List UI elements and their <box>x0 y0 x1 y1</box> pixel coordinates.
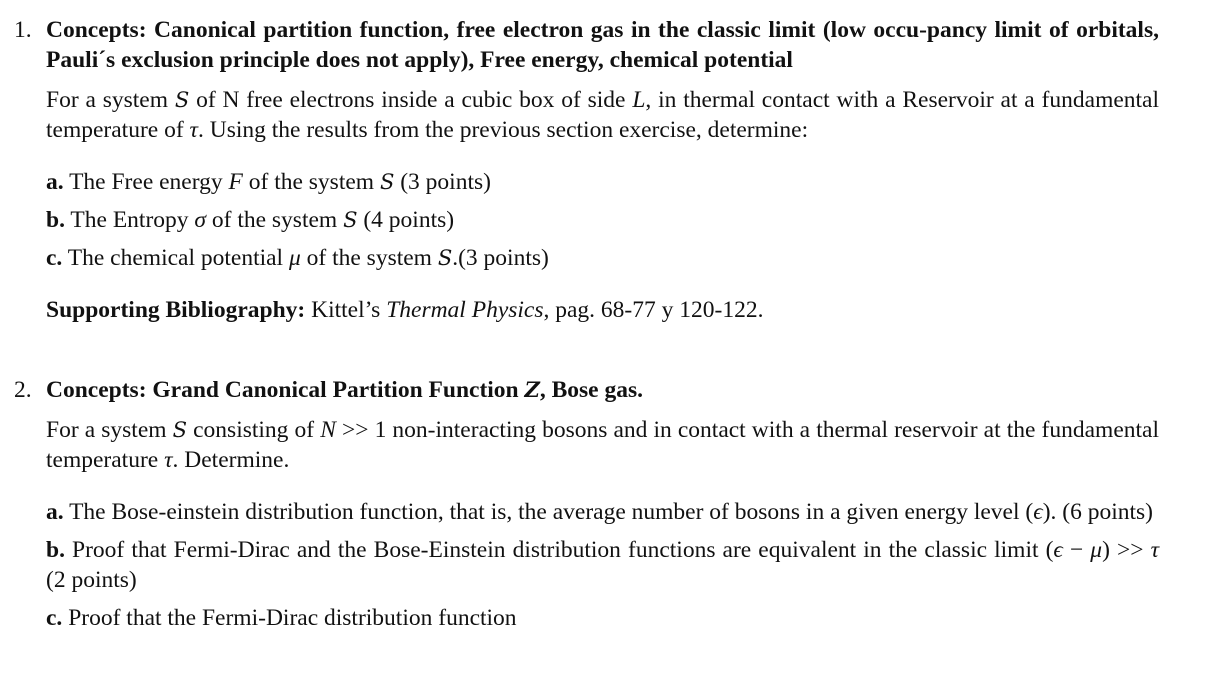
problem-1-title: Concepts: Canonical partition function, free electron gas in the classic limit (low occu-pancy limit of orbitals, Pauli´s exclusion principle does not apply), Free energy, chemical potential <box>46 17 1159 73</box>
system-symbol: S <box>343 208 358 232</box>
problem-2-title <box>46 375 1159 405</box>
intro-text: consisting of <box>193 417 315 443</box>
title-text: , Bose gas. <box>539 377 644 403</box>
item-label: a. <box>46 499 64 525</box>
bibliography-book: Thermal Physics <box>386 297 544 323</box>
bibliography-label: Supporting Bibliography: <box>46 297 306 323</box>
item-text: The Free energy <box>69 169 223 195</box>
energy-symbol: ϵ <box>1033 499 1043 525</box>
item-text: of the system <box>248 169 375 195</box>
item-text: Proof that the Fermi-Dirac distribution function <box>68 605 517 631</box>
problem-2-item-a <box>46 497 1159 527</box>
chemical-potential-symbol: μ <box>288 245 301 271</box>
item-label: a. <box>46 169 64 195</box>
item-label: b. <box>46 207 65 233</box>
intro-text: , in thermal contact with a Reservoir at a fundamental temperature of <box>46 87 1160 143</box>
bibliography-pages: , pag. 68-77 y 120-122. <box>543 297 764 323</box>
temperature-symbol: τ <box>189 117 198 143</box>
chemical-potential-symbol: μ <box>1090 537 1103 563</box>
system-symbol: S <box>379 170 395 194</box>
item-text: of the system <box>211 207 338 233</box>
side-symbol: L <box>632 87 646 113</box>
item-text: of the system <box>306 245 432 271</box>
item-points: (3 points) <box>400 169 491 195</box>
title-text: Concepts: Grand Canonical Partition Function <box>46 377 519 403</box>
grand-partition-symbol: Z <box>524 377 540 402</box>
item-text: The chemical potential <box>67 245 284 271</box>
item-points: ). (6 points) <box>1042 499 1153 525</box>
item-text: ) >> <box>1102 537 1151 563</box>
item-points: (4 points) <box>363 207 455 233</box>
system-symbol: S <box>174 88 190 112</box>
bibliography <box>46 295 1159 325</box>
problem-1-item-c <box>46 243 1159 273</box>
intro-text: . Determine. <box>172 447 290 473</box>
problem-2-item-c <box>46 603 1159 633</box>
temperature-symbol: τ <box>164 447 173 473</box>
intro-text: of N free electrons inside a cubic box of side <box>196 87 626 113</box>
item-label: b. <box>46 537 65 563</box>
system-symbol: S <box>437 246 453 270</box>
intro-text: For a system <box>46 417 167 443</box>
problem-1-item-b <box>46 205 1159 235</box>
problem-2-number: 2. <box>14 377 32 403</box>
entropy-symbol: σ <box>194 207 206 233</box>
problem-1-item-a <box>46 167 1159 197</box>
problem-1 <box>14 15 1159 325</box>
bibliography-author: Kittel’s <box>311 297 381 323</box>
problem-2-intro <box>46 415 1159 475</box>
free-energy-symbol: F <box>228 169 243 195</box>
item-text: The Entropy <box>70 207 189 233</box>
system-symbol: S <box>172 418 188 442</box>
item-text: The Bose-einstein distribution function, that is, the average number of bosons in a given energy level ( <box>69 499 1034 525</box>
item-points: .(3 points) <box>452 245 549 271</box>
minus-sign: − <box>1062 537 1091 563</box>
item-label: c. <box>46 605 63 631</box>
temperature-symbol: τ <box>1150 537 1159 563</box>
problem-1-intro <box>46 85 1159 145</box>
problem-1-number: 1. <box>14 17 32 43</box>
item-points: (2 points) <box>46 567 137 593</box>
problem-2-item-b <box>46 535 1159 595</box>
intro-text: . Using the results from the previous section exercise, determine: <box>197 117 809 143</box>
particle-number-symbol: N <box>320 417 336 443</box>
item-text: Proof that Fermi-Dirac and the Bose-Einstein distribution functions are equivalent in the classic limit ( <box>72 537 1054 563</box>
item-label: c. <box>46 245 63 271</box>
problem-2 <box>14 375 1159 633</box>
energy-symbol: ϵ <box>1053 537 1063 563</box>
intro-text: For a system <box>46 87 169 113</box>
intro-text: >> 1 non-interacting bosons and in contact with a thermal reservoir at the fundamental temperature <box>46 417 1159 473</box>
